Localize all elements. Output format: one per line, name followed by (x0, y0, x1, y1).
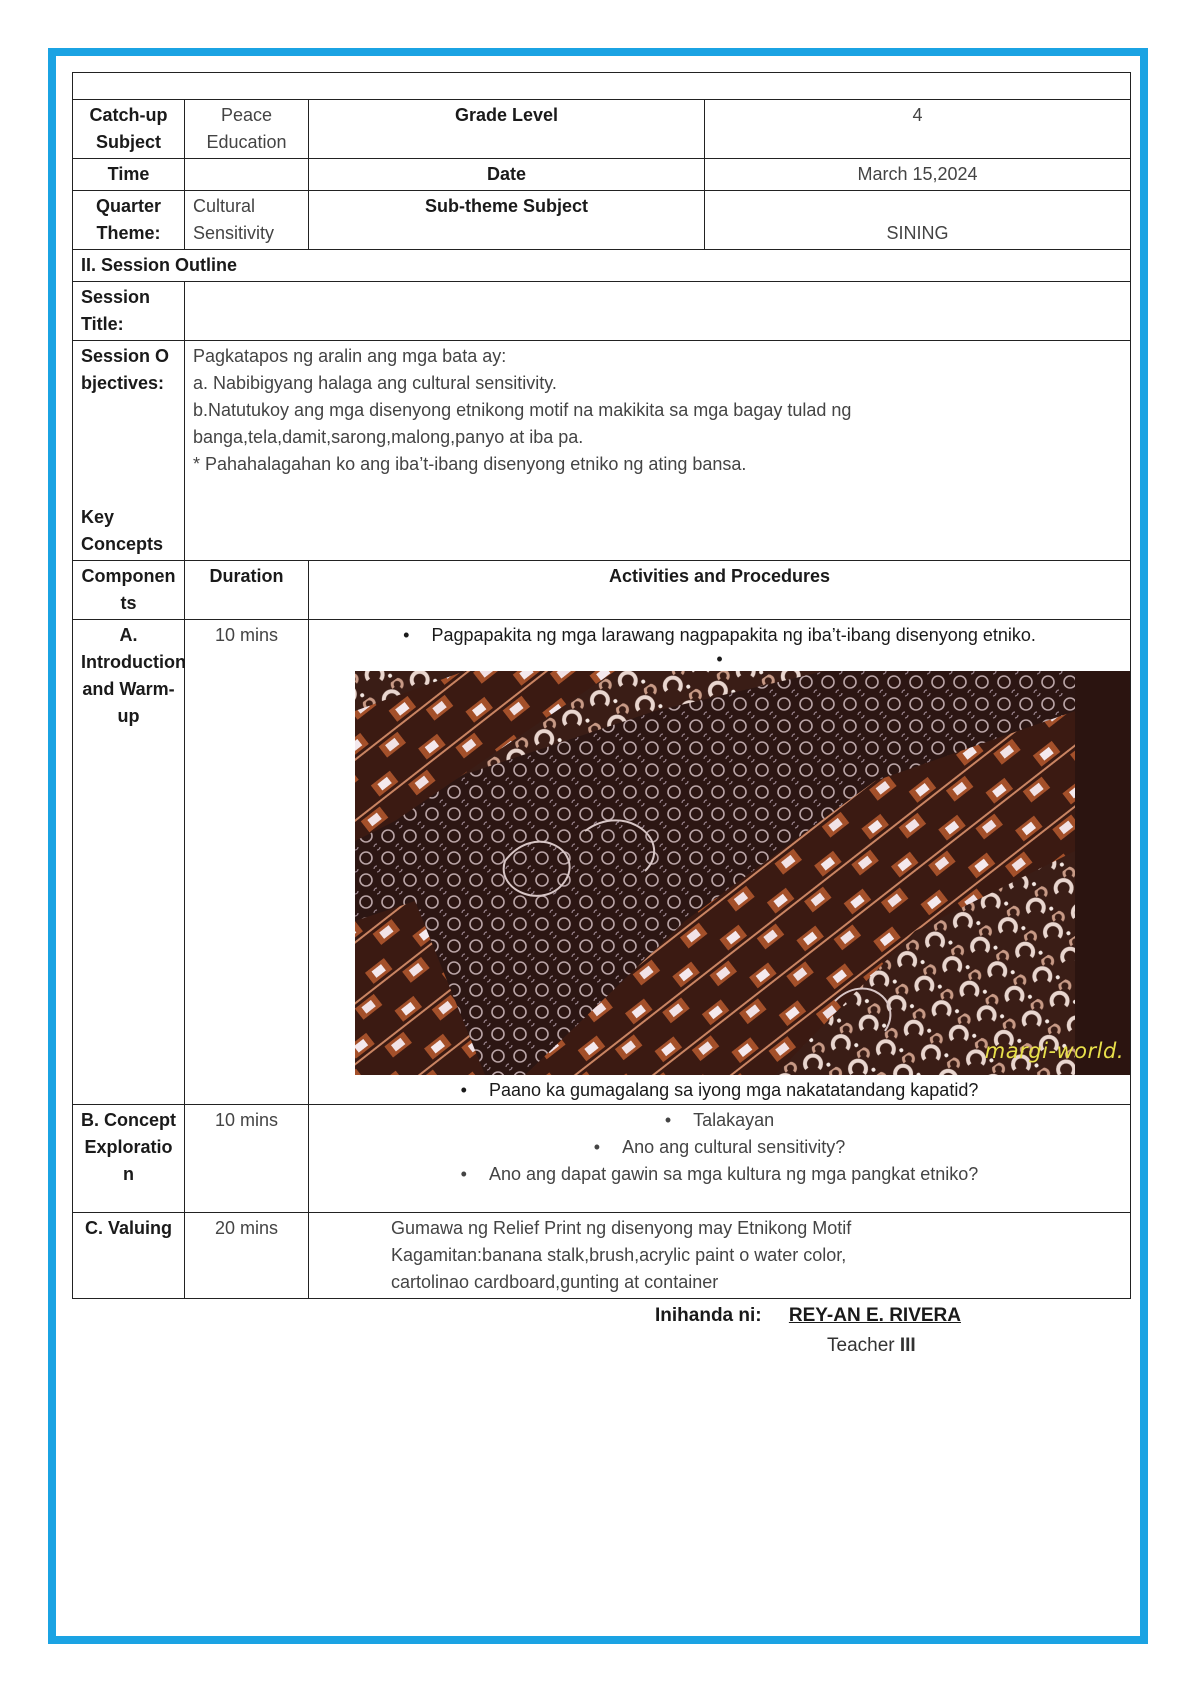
concept-duration: 10 mins (185, 1105, 309, 1213)
session-title-label: Session Title: (73, 282, 185, 341)
concept-activities (309, 1105, 1131, 1213)
introduction-row (73, 620, 1131, 1105)
objective-value: * Pahahalagahan ko ang iba’t-ibang disenyong etniko ng ating bansa. (193, 454, 747, 474)
top-blank-row (73, 73, 1131, 100)
role-title: Teacher (827, 1335, 900, 1356)
components-header-row (73, 561, 1131, 620)
session-title-row (73, 282, 1131, 341)
introduction-label: A. Introduction and Warm-up (73, 620, 185, 1105)
introduction-activities (309, 620, 1131, 1105)
valuing-row (73, 1213, 1131, 1299)
concept-list (317, 1107, 1122, 1188)
quarter-theme-label: Quarter Theme: (73, 191, 185, 250)
session-outline-heading: II. Session Outline (73, 250, 1131, 282)
session-objectives-label: Session Objectives: (81, 346, 170, 393)
quarter-row (73, 191, 1131, 250)
lesson-plan-table (72, 72, 1131, 1299)
catchup-subject-label: Catch-up Subject (73, 100, 185, 159)
catchup-row (73, 100, 1131, 159)
date-value: March 15,2024 (705, 159, 1131, 191)
objective-b: b.Natutukoy ang mga disenyong etnikong motif na makikita sa mga bagay tulad ng banga,tela,damit,sarong,malong,panyo at iba pa. (193, 400, 852, 447)
photo-watermark: margi-world. (984, 1039, 1124, 1063)
valuing-line: cartolinao cardboard,gunting at container (391, 1272, 719, 1292)
list-item: • Paano ka gumagalang sa iyong mga nakatatandang kapatid? (317, 1077, 1122, 1104)
time-value (185, 159, 309, 191)
ethnic-fabric-photo (355, 671, 1130, 1075)
catchup-subject-value: Peace Education (185, 100, 309, 159)
sub-theme-value: SINING (705, 191, 1131, 250)
valuing-label: C. Valuing (73, 1213, 185, 1299)
activities-label: Activities and Procedures (309, 561, 1131, 620)
objective-a: a. Nabibigyang halaga ang cultural sensitivity. (193, 373, 557, 393)
list-item: • Ano ang dapat gawin sa mga kultura ng mga pangkat etniko? (317, 1161, 1122, 1188)
concept-exploration-label: B. Concept Exploration (73, 1105, 185, 1213)
concept-row (73, 1105, 1131, 1213)
components-label: Components (73, 561, 185, 620)
introduction-bottom-list (317, 1077, 1122, 1104)
time-row (73, 159, 1131, 191)
valuing-duration: 20 mins (185, 1213, 309, 1299)
objectives-row (73, 341, 1131, 561)
time-label: Time (73, 159, 185, 191)
list-item: • Ano ang cultural sensitivity? (317, 1134, 1122, 1161)
introduction-top-list (317, 622, 1122, 649)
introduction-duration: 10 mins (185, 620, 309, 1105)
grade-level-value: 4 (705, 100, 1131, 159)
batik-pattern-image (355, 671, 1075, 1075)
grade-level-label: Grade Level (309, 100, 705, 159)
session-outline-row (73, 250, 1131, 282)
quarter-theme-value: Cultural Sensitivity (185, 191, 309, 250)
list-item: • Pagpapakita ng mga larawang nagpapakita ng iba’t-ibang disenyong etniko. (317, 622, 1122, 649)
role-level: III (899, 1335, 916, 1356)
valuing-line: Kagamitan:banana stalk,brush,acrylic paint o water color, (391, 1245, 847, 1265)
key-concepts-label: Key Concepts (81, 507, 164, 554)
objectives-text (185, 341, 1131, 561)
teacher-name: REY-AN E. RIVERA (788, 1305, 961, 1326)
prepared-by-label: Inihanda ni: (655, 1305, 762, 1326)
list-item: • Talakayan (317, 1107, 1122, 1134)
valuing-line: Gumawa ng Relief Print ng disenyong may Etnikong Motif (391, 1218, 852, 1238)
empty-bullet: • (716, 649, 723, 669)
objectives-label-cell (73, 341, 185, 561)
session-title-value (185, 282, 1131, 341)
duration-label: Duration (185, 561, 309, 620)
date-label: Date (309, 159, 705, 191)
signature-block (655, 1305, 961, 1356)
sub-theme-label: Sub-theme Subject (309, 191, 705, 250)
valuing-activities (309, 1213, 1131, 1299)
teacher-role (827, 1335, 916, 1357)
objectives-intro: Pagkatapos ng aralin ang mga bata ay: (193, 346, 507, 366)
